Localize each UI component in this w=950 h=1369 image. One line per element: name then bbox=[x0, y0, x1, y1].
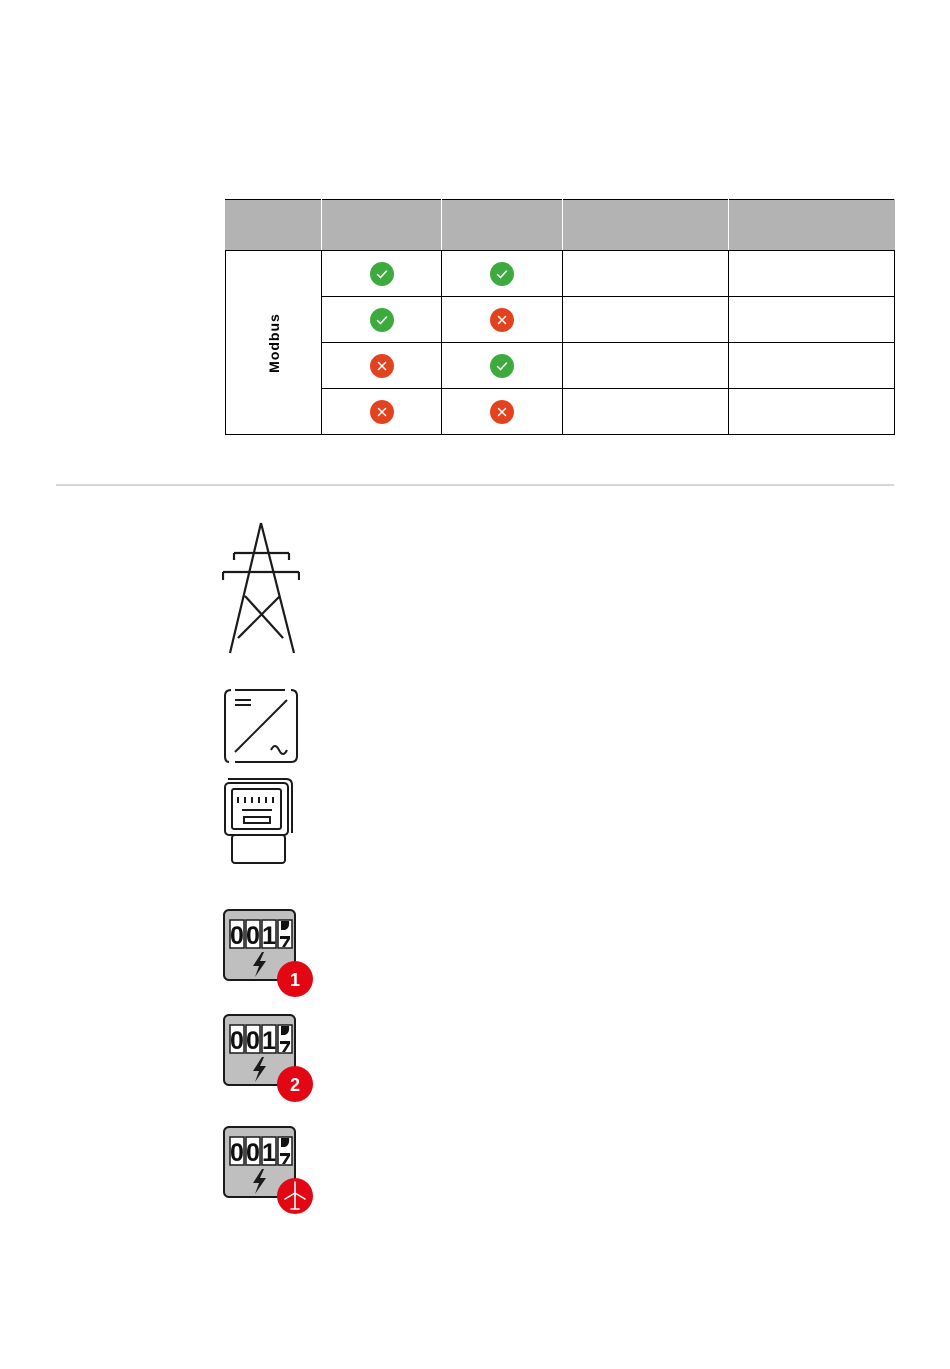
table-row bbox=[226, 343, 895, 389]
status-cell bbox=[322, 343, 442, 389]
inverter-icon bbox=[223, 688, 299, 764]
check-icon bbox=[370, 262, 394, 286]
protocol-cell bbox=[226, 251, 322, 435]
cross-icon bbox=[490, 400, 514, 424]
table-header-row bbox=[226, 200, 895, 251]
table-row bbox=[226, 389, 895, 435]
text-cell bbox=[729, 389, 895, 435]
cross-icon bbox=[370, 354, 394, 378]
meter-digit: 0 bbox=[230, 1139, 244, 1167]
check-icon bbox=[370, 308, 394, 332]
check-icon bbox=[490, 354, 514, 378]
counter-meter-1-icon bbox=[222, 908, 317, 1000]
status-cell bbox=[442, 389, 563, 435]
meter-digit: 0 bbox=[230, 922, 244, 950]
check-icon bbox=[490, 262, 514, 286]
status-cell bbox=[322, 297, 442, 343]
protocol-label: Modbus bbox=[265, 312, 282, 373]
energy-meter-icon bbox=[222, 777, 294, 867]
meter-digit: 1 bbox=[262, 1027, 276, 1055]
meter-digit: 1 bbox=[262, 922, 276, 950]
meter-digit: 0 bbox=[246, 1027, 260, 1055]
meter-digit: 0 bbox=[246, 1139, 260, 1167]
meter-digit: 0 bbox=[230, 1027, 244, 1055]
status-cell bbox=[442, 251, 563, 297]
section-divider bbox=[56, 484, 894, 486]
text-cell bbox=[563, 343, 729, 389]
meter-digit: 0 bbox=[246, 922, 260, 950]
status-cell bbox=[322, 251, 442, 297]
status-matrix-table bbox=[225, 199, 895, 435]
table-header-cell bbox=[563, 200, 729, 251]
counter-meter-2-icon bbox=[222, 1013, 317, 1105]
status-cell bbox=[442, 297, 563, 343]
table-header-cell bbox=[729, 200, 895, 251]
table-header-cell bbox=[322, 200, 442, 251]
cross-icon bbox=[370, 400, 394, 424]
status-cell bbox=[442, 343, 563, 389]
meter-digit: 1 bbox=[262, 1139, 276, 1167]
table-row bbox=[226, 251, 895, 297]
table-row bbox=[226, 297, 895, 343]
table-header-cell bbox=[226, 200, 322, 251]
text-cell bbox=[729, 343, 895, 389]
text-cell bbox=[563, 251, 729, 297]
meter-badge-label: 2 bbox=[289, 1075, 301, 1095]
text-cell bbox=[563, 297, 729, 343]
text-cell bbox=[563, 389, 729, 435]
text-cell bbox=[729, 251, 895, 297]
text-cell bbox=[729, 297, 895, 343]
cross-icon bbox=[490, 308, 514, 332]
meter-badge-label: 1 bbox=[289, 970, 301, 990]
status-cell bbox=[322, 389, 442, 435]
transmission-tower-icon bbox=[222, 520, 300, 656]
table-header-cell bbox=[442, 200, 563, 251]
counter-meter-wind-icon bbox=[222, 1125, 317, 1217]
